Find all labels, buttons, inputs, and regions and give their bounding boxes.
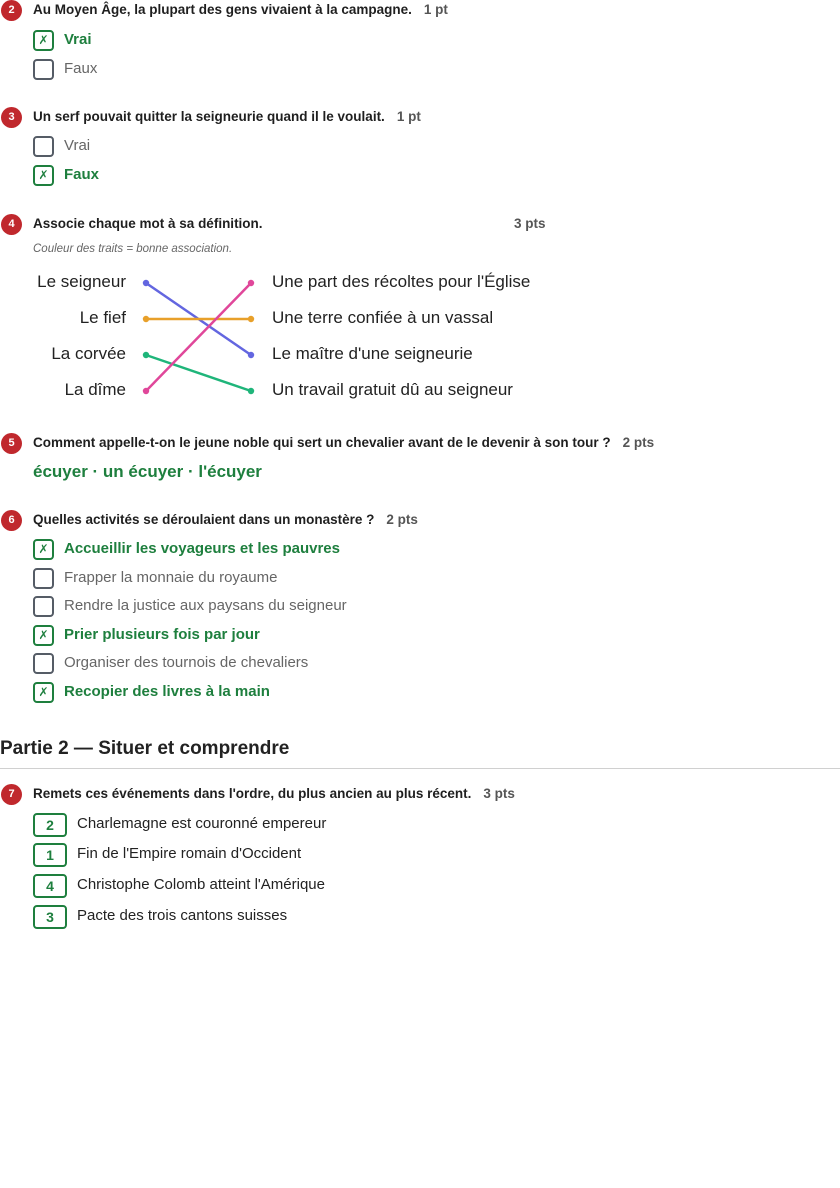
question-number-badge: 2	[1, 0, 22, 21]
match-right-dot[interactable]	[248, 352, 254, 358]
question-header	[0, 214, 840, 236]
question-5	[0, 433, 840, 455]
match-left-dot[interactable]	[143, 316, 149, 322]
match-right-dot[interactable]	[248, 388, 254, 394]
checkbox-icon[interactable]	[33, 136, 54, 157]
checkbox-icon[interactable]	[33, 59, 54, 80]
question-text	[33, 109, 421, 124]
match-right-dot[interactable]	[248, 280, 254, 286]
match-right-item[interactable]: Une terre confiée à un vassal	[272, 308, 494, 327]
option-label: Frapper la monnaie du royaume	[64, 569, 278, 586]
checkbox-checked-icon[interactable]: ✗	[33, 682, 54, 703]
question-number-badge: 7	[1, 784, 22, 805]
checkbox-icon[interactable]	[33, 568, 54, 589]
match-right-item[interactable]: Une part des récoltes pour l'Église	[272, 272, 531, 291]
question-header	[0, 510, 840, 532]
question-points: 1 pt	[396, 109, 421, 124]
option-label: Vrai	[64, 31, 92, 48]
match-right-item[interactable]: Le maître d'une seigneurie	[272, 344, 473, 363]
question-points: 3 pts	[483, 786, 515, 801]
checkbox-checked-icon[interactable]: ✗	[33, 165, 54, 186]
question-points: 3 pts	[514, 216, 546, 231]
match-right-dot[interactable]	[248, 316, 254, 322]
option-label: Faux	[64, 166, 100, 183]
question-prompt: Un serf pouvait quitter la seigneurie quand il le voulait.	[33, 109, 385, 124]
order-label: Pacte des trois cantons suisses	[77, 907, 288, 924]
question-points: 2 pts	[622, 435, 655, 450]
question-prompt: Quelles activités se déroulaient dans un monastère ?	[33, 512, 375, 527]
question-points: 2 pts	[386, 512, 418, 527]
question-7	[0, 784, 840, 806]
question-text	[33, 435, 654, 450]
question-header	[0, 107, 840, 129]
question-text	[33, 512, 418, 527]
option-label: Vrai	[64, 137, 91, 154]
question-header	[0, 433, 840, 455]
order-label: Christophe Colomb atteint l'Amérique	[77, 876, 325, 893]
question-prompt: Comment appelle-t-on le jeune noble qui sert un chevalier avant de le devenir à son tour ?	[33, 435, 611, 450]
question-text	[33, 2, 448, 17]
checkbox-icon[interactable]	[33, 653, 54, 674]
option-label: Accueillir les voyageurs et les pauvres	[64, 540, 340, 557]
matching-lines	[0, 270, 300, 405]
match-left-dot[interactable]	[143, 352, 149, 358]
question-prompt: Au Moyen Âge, la plupart des gens vivaient à la campagne.	[33, 2, 412, 17]
question-number-badge: 6	[1, 510, 22, 531]
question-2	[0, 0, 840, 22]
match-right-item[interactable]: Un travail gratuit dû au seigneur	[272, 380, 513, 399]
question-6	[0, 510, 840, 532]
question-number-badge: 5	[1, 433, 22, 454]
match-link-line	[146, 283, 251, 391]
question-number-badge: 3	[1, 107, 22, 128]
match-link-line	[146, 355, 251, 391]
order-rank-box[interactable]: 3	[33, 905, 67, 929]
matching-note: Couleur des traits = bonne association.	[33, 243, 233, 255]
order-label: Fin de l'Empire romain d'Occident	[77, 845, 302, 862]
checkbox-checked-icon[interactable]: ✗	[33, 30, 54, 51]
match-left-item[interactable]: Le seigneur	[37, 272, 126, 291]
match-left-dot[interactable]	[143, 280, 149, 286]
section-title: Partie 2 — Situer et comprendre	[0, 738, 290, 759]
match-left-item[interactable]: La corvée	[51, 344, 126, 363]
checkbox-icon[interactable]	[33, 596, 54, 617]
order-rank-box[interactable]: 2	[33, 813, 67, 837]
question-header	[0, 0, 840, 22]
match-left-item[interactable]: La dîme	[64, 380, 126, 399]
question-prompt: Associe chaque mot à sa définition.	[33, 216, 263, 231]
order-label: Charlemagne est couronné empereur	[77, 815, 327, 832]
checkbox-checked-icon[interactable]: ✗	[33, 625, 54, 646]
checkbox-checked-icon[interactable]: ✗	[33, 539, 54, 560]
order-rank-box[interactable]: 1	[33, 843, 67, 867]
question-number-badge: 4	[1, 214, 22, 235]
question-points: 1 pt	[423, 2, 448, 17]
option-label: Recopier des livres à la main	[64, 683, 270, 700]
option-label: Faux	[64, 60, 98, 77]
order-rank-box[interactable]: 4	[33, 874, 67, 898]
question-text	[33, 786, 515, 801]
match-left-item[interactable]: Le fief	[79, 308, 126, 327]
section-header	[0, 736, 840, 769]
question-3	[0, 107, 840, 129]
question-4	[0, 214, 840, 236]
question-prompt: Remets ces événements dans l'ordre, du plus ancien au plus récent.	[33, 786, 472, 801]
match-left-dot[interactable]	[143, 388, 149, 394]
option-label: Rendre la justice aux paysans du seigneur	[64, 597, 347, 614]
question-header	[0, 784, 840, 806]
option-label: Prier plusieurs fois par jour	[64, 626, 260, 643]
answer-text: écuyer · un écuyer · l'écuyer	[33, 462, 262, 481]
option-label: Organiser des tournois de chevaliers	[64, 654, 309, 671]
